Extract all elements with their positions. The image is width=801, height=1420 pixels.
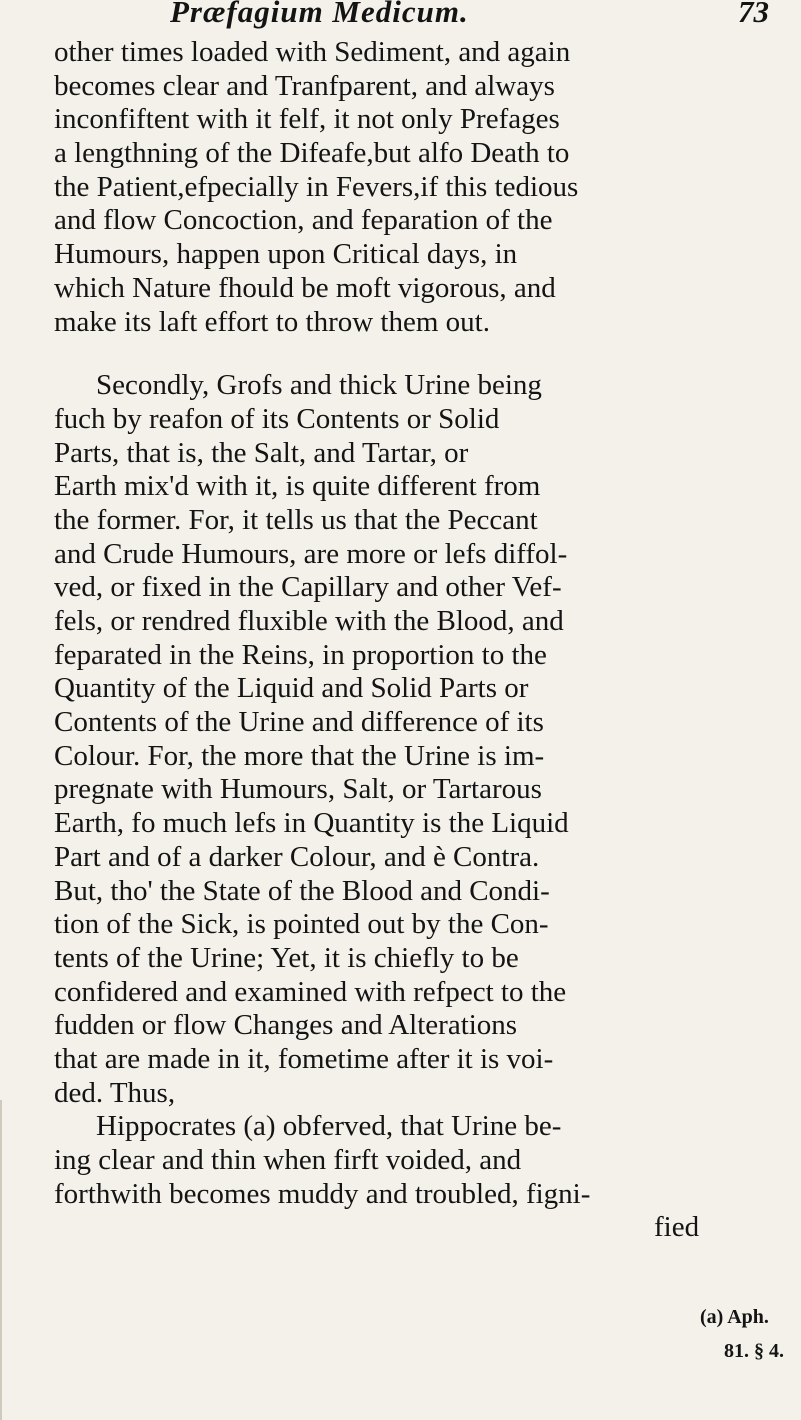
text-line: other times loaded with Sediment, and again <box>54 36 571 68</box>
text-line: fuch by reafon of its Contents or Solid <box>54 402 500 435</box>
text-line: and Crude Humours, are more or lefs diffol- <box>54 537 568 570</box>
text-line: tents of the Urine; Yet, it is chiefly to be <box>54 941 519 974</box>
text-line: make its laft effort to throw them out. <box>54 305 490 338</box>
text-line: a lengthning of the Difeafe,but alfo Death to <box>54 137 570 170</box>
text-line: the Patient,efpecially in Fevers,if this tedious <box>54 170 579 203</box>
paragraph-gap <box>54 339 744 369</box>
text-line: But, tho' the State of the Blood and Condi- <box>54 874 550 907</box>
text-line: fels, or rendred fluxible with the Blood, and <box>54 605 564 637</box>
text-line: ing clear and thin when firft voided, and <box>54 1144 522 1176</box>
text-line: Humours, happen upon Critical days, in <box>54 238 518 271</box>
text-line: Secondly, Grofs and thick Urine being <box>96 369 542 402</box>
text-line: Quantity of the Liquid and Solid Parts or <box>54 672 529 705</box>
text-line: ved, or fixed in the Capillary and other Vef- <box>54 571 562 604</box>
text-line: tion of the Sick, is pointed out by the Con- <box>54 908 549 941</box>
running-header <box>0 0 801 30</box>
page-number: 73 <box>738 0 769 29</box>
paragraph-2 <box>54 369 744 1245</box>
text-line: Colour. For, the more that the Urine is im- <box>54 739 545 772</box>
text-line: that are made in it, fometime after it is voi- <box>54 1042 554 1075</box>
body-text <box>54 36 744 1245</box>
text-line: which Nature fhould be moft vigorous, and <box>54 271 556 304</box>
page-edge-shadow <box>0 1100 2 1420</box>
text-line: ded. Thus, <box>54 1076 176 1109</box>
text-line: and flow Concoction, and feparation of the <box>54 204 553 237</box>
text-line: fudden or flow Changes and Alterations <box>54 1009 518 1042</box>
text-line: the former. For, it tells us that the Peccant <box>54 503 538 536</box>
text-line: confidered and examined with refpect to the <box>54 975 567 1008</box>
running-title: Præfagium Medicum. <box>170 0 469 29</box>
text-line: Contents of the Urine and difference of its <box>54 706 544 739</box>
text-line: fied <box>654 1211 700 1244</box>
text-line: inconfiftent with it felf, it not only Prefages <box>54 103 560 136</box>
paragraph-1 <box>54 36 744 339</box>
text-line: forthwith becomes muddy and troubled, figni- <box>54 1177 591 1210</box>
text-line: pregnate with Humours, Salt, or Tartarous <box>54 773 542 806</box>
text-line: Hippocrates (a) obferved, that Urine be- <box>96 1110 562 1143</box>
text-line: becomes clear and Tranfparent, and always <box>54 69 555 102</box>
margin-note: (a) Aph. <box>700 1306 769 1328</box>
margin-note: 81. § 4. <box>724 1340 784 1362</box>
text-line: Part and of a darker Colour, and è Contra. <box>54 840 540 873</box>
text-line: Earth, fo much lefs in Quantity is the Liquid <box>54 807 569 840</box>
text-line: feparated in the Reins, in proportion to the <box>54 638 547 671</box>
text-line: Parts, that is, the Salt, and Tartar, or <box>54 436 469 469</box>
text-line: Earth mix'd with it, is quite different from <box>54 470 541 503</box>
